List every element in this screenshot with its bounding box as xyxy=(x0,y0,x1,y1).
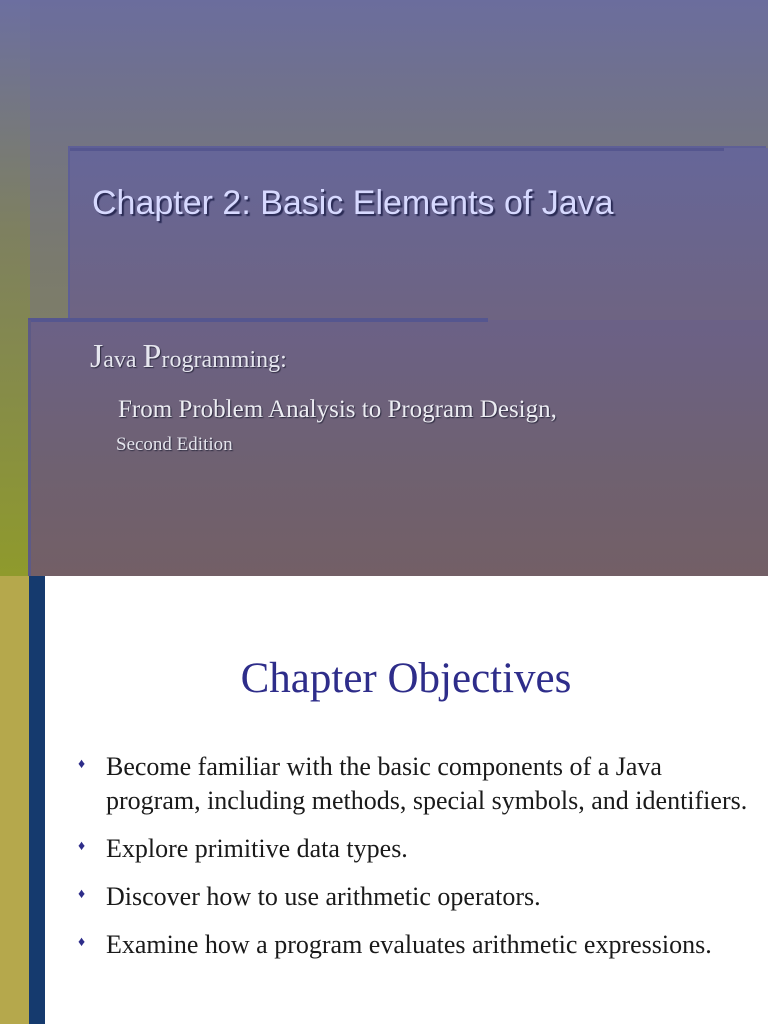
list-item xyxy=(78,832,748,866)
diamond-bullet-icon: ♦ xyxy=(78,935,86,950)
left-navy-band xyxy=(29,576,45,1024)
list-item xyxy=(78,928,748,962)
book-edition: Second Edition xyxy=(116,434,233,455)
book-title-initial-j: J xyxy=(90,338,104,375)
list-item xyxy=(78,750,748,818)
chapter-title: Chapter 2: Basic Elements of Java xyxy=(92,184,614,222)
diamond-bullet-icon: ♦ xyxy=(78,757,86,772)
left-gold-band xyxy=(0,576,29,1024)
objective-text: Examine how a program evaluates arithmetic expressions. xyxy=(106,930,712,959)
diamond-bullet-icon: ♦ xyxy=(78,839,86,854)
book-title-initial-p: P xyxy=(142,338,162,375)
objective-text: Explore primitive data types. xyxy=(106,834,408,863)
list-item xyxy=(78,880,748,914)
subtitle-panel-border xyxy=(28,318,488,322)
subtitle-panel-left-border xyxy=(28,320,31,576)
objective-text: Discover how to use arithmetic operators. xyxy=(106,882,541,911)
book-subtitle: From Problem Analysis to Program Design, xyxy=(118,396,557,423)
objectives-list xyxy=(78,750,748,976)
book-title-part-2: rogramming: xyxy=(161,347,287,373)
objectives-slide xyxy=(0,576,768,1024)
objectives-title: Chapter Objectives xyxy=(240,655,572,702)
title-panel xyxy=(70,148,768,320)
left-accent-band xyxy=(0,0,30,576)
objective-text: Become familiar with the basic components of a Java program, including methods, special symbols, and identifiers. xyxy=(106,752,748,815)
book-title xyxy=(90,338,287,376)
title-panel-border xyxy=(70,148,724,151)
book-title-part-1: ava xyxy=(103,347,143,373)
diamond-bullet-icon: ♦ xyxy=(78,887,86,902)
